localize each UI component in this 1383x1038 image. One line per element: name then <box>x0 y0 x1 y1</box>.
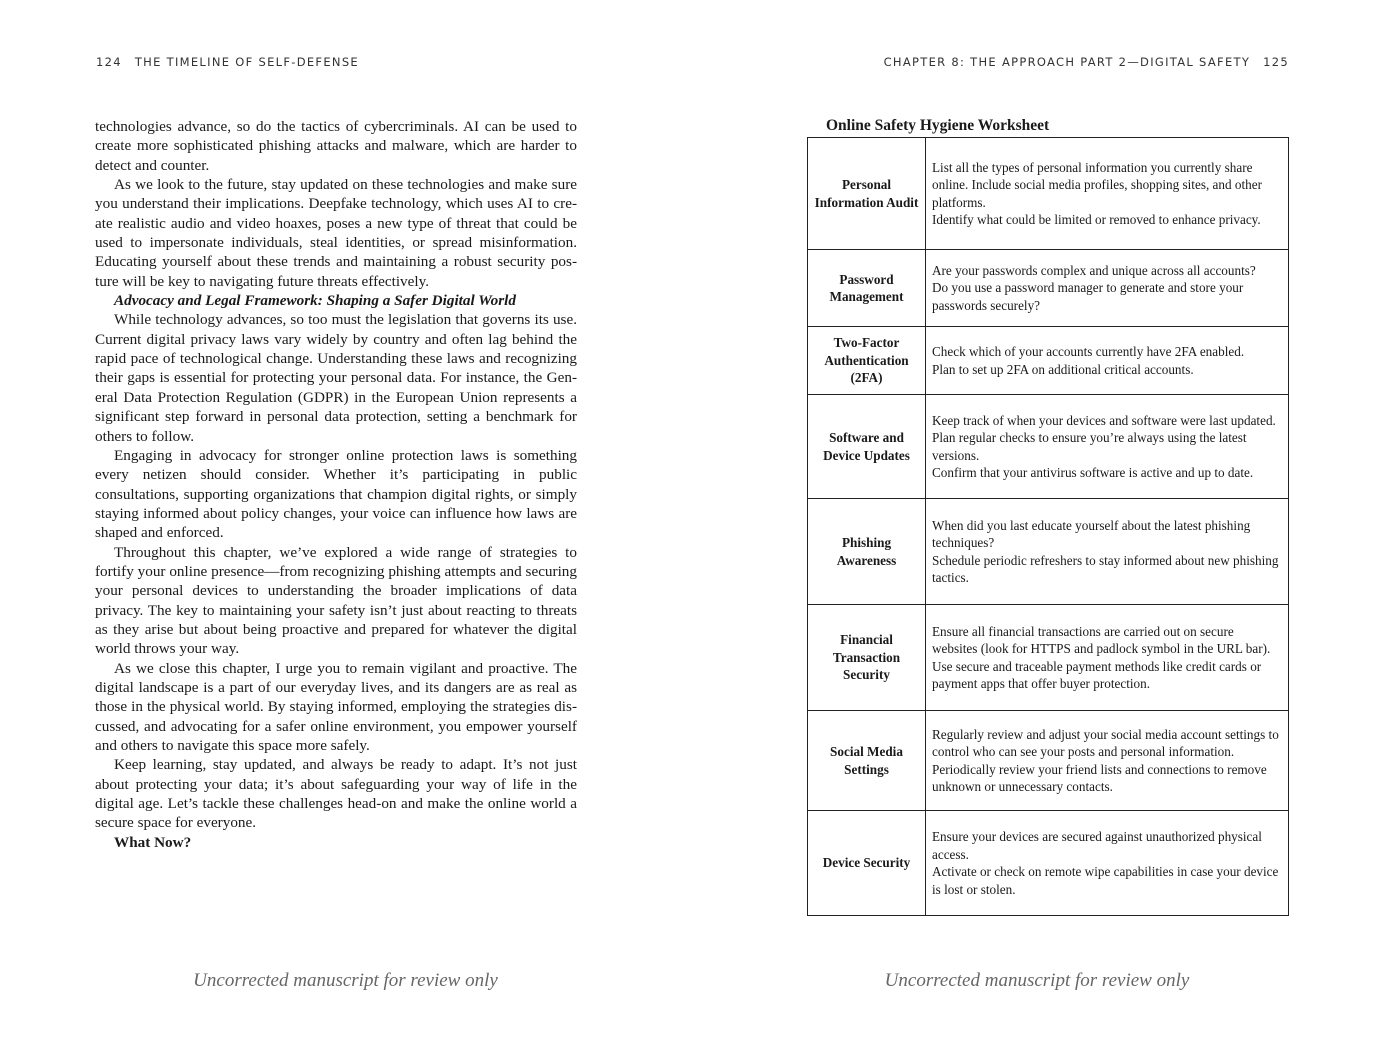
page-number-left: 124 <box>96 55 122 69</box>
left-page <box>0 0 691 1038</box>
row-detail <box>926 250 1289 327</box>
row-topic: Software and Device Updates <box>808 395 926 499</box>
table-row <box>808 250 1289 327</box>
row-topic: Two-Factor Authentication (2FA) <box>808 327 926 395</box>
worksheet-table <box>807 137 1289 916</box>
detail-line: Are your passwords complex and unique across all accounts? <box>932 262 1256 278</box>
footer-note-left: Uncorrected manuscript for review only <box>193 970 498 991</box>
detail-line: Keep track of when your devices and software were last updated. <box>932 412 1276 428</box>
detail-line: Plan to set up 2FA on additional critical accounts. <box>932 361 1194 377</box>
detail-line: Periodically review your friend lists and connections to remove unknown or unnecessary contacts. <box>932 761 1267 794</box>
detail-line: When did you last educate yourself about the latest phishing techniques? <box>932 517 1251 550</box>
table-row <box>808 711 1289 811</box>
row-detail <box>926 711 1289 811</box>
row-detail <box>926 499 1289 605</box>
page-number-right: 125 <box>1263 55 1289 69</box>
running-title-left: THE TIMELINE OF SELF-DEFENSE <box>134 55 359 69</box>
row-topic: Device Security <box>808 811 926 916</box>
table-row <box>808 395 1289 499</box>
detail-line: Plan regular checks to ensure you’re always using the latest versions. <box>932 430 1247 463</box>
paragraph: Engaging in advocacy for stronger online protection laws is something every netizen should consider. Whether it’s participating in public consultations, supporting organizations that champion digital rights, or simply staying informed about policy changes, your voice can influence how laws are shaped and enforced. <box>95 446 577 542</box>
running-head-right <box>884 55 1289 69</box>
paragraph: As we look to the future, stay updated on these technologies and make sure you understand their implications. Deepfake technology, which uses AI to create realistic audio and video hoaxes, poses a new type of threat that could be used to impersonate individuals, steal identities, or spread misinformation. Educating yourself about these trends and maintaining a robust security posture will be key to navigating future threats effectively. <box>95 176 577 290</box>
row-topic: Financial Transaction Security <box>808 605 926 711</box>
table-row <box>808 499 1289 605</box>
section-subheading: Advocacy and Legal Framework: Shaping a Safer Digital World <box>114 292 516 310</box>
right-page <box>691 0 1383 1038</box>
table-row <box>808 811 1289 916</box>
detail-line: Activate or check on remote wipe capabilities in case your device is lost or stolen. <box>932 864 1279 897</box>
paragraph: Keep learning, stay updated, and always be ready to adapt. It’s not just about protecting your data; it’s about safeguarding your way of life in the digital age. Let’s tackle these challenges head-on and make the online world a secure space for everyone. <box>95 756 577 832</box>
detail-line: Regularly review and adjust your social media account settings to control who can see your posts and personal information. <box>932 726 1279 759</box>
paragraph: As we close this chapter, I urge you to remain vigilant and proactive. The digital landscape is a part of our everyday lives, and its dangers are as real as those in the physical world. By staying informed, employing the strategies discussed, and advocating for a safer online environment, you empower yourself and others to navigate this space more safely. <box>95 659 577 754</box>
detail-line: List all the types of personal information you currently share online. Include social media profiles, shopping sites, and other platforms. <box>932 159 1262 210</box>
row-detail <box>926 811 1289 916</box>
detail-line: Identify what could be limited or removed to enhance privacy. <box>932 212 1261 227</box>
row-topic: Social Media Settings <box>808 711 926 811</box>
detail-line: Schedule periodic refreshers to stay informed about new phishing tactics. <box>932 552 1279 585</box>
detail-line: Use secure and traceable payment methods like credit cards or payment apps that offer buyer protection. <box>932 658 1262 691</box>
detail-line: Ensure your devices are secured against unauthorized physical access. <box>932 829 1262 862</box>
row-topic: Password Management <box>808 250 926 327</box>
paragraph: Throughout this chapter, we’ve explored a wide range of strategies to fortify your online presence—from recognizing phishing attempts and securing your personal devices to understanding the broader implications of data privacy. The key to maintaining your safety isn’t just about reacting to threats as they arise but about being proactive and prepared for whatever the digital world throws your way. <box>95 543 577 658</box>
running-title-right: CHAPTER 8: THE APPROACH PART 2—DIGITAL SAFETY <box>883 55 1251 69</box>
table-row <box>808 138 1289 250</box>
paragraph: technologies advance, so do the tactics of cybercriminals. AI can be used to create more sophisticated phishing attacks and malware, which are harder to detect and counter. <box>95 118 577 174</box>
paragraph: While technology advances, so too must the legislation that governs its use. Current digital privacy laws vary widely by country and often lag behind the rapid pace of technological change. Understanding these laws and recognizing their gaps is essential for protecting your personal data. For instance, the General Data Protection Regulation (GDPR) in the European Union represents a significant step forward in personal data protection, setting a benchmark for others to follow. <box>95 311 577 445</box>
what-now-heading: What Now? <box>114 833 192 851</box>
row-detail <box>926 605 1289 711</box>
detail-line: Ensure all financial transactions are carried out on secure websites (look for HTTPS and padlock symbol in the URL bar). <box>932 623 1271 656</box>
row-topic: Personal Information Audit <box>808 138 926 250</box>
body-text <box>95 117 577 852</box>
table-row <box>808 327 1289 395</box>
detail-line: Check which of your accounts currently have 2FA enabled. <box>932 344 1245 359</box>
row-detail <box>926 138 1289 250</box>
row-topic: Phishing Awareness <box>808 499 926 605</box>
worksheet-title: Online Safety Hygiene Worksheet <box>826 117 1050 134</box>
detail-line: Do you use a password manager to generate and store your passwords securely? <box>932 280 1244 313</box>
row-detail <box>926 395 1289 499</box>
footer-note-right: Uncorrected manuscript for review only <box>884 970 1190 991</box>
running-head-left <box>96 55 359 69</box>
table-row <box>808 605 1289 711</box>
detail-line: Confirm that your antivirus software is active and up to date. <box>932 465 1254 480</box>
row-detail <box>926 327 1289 395</box>
